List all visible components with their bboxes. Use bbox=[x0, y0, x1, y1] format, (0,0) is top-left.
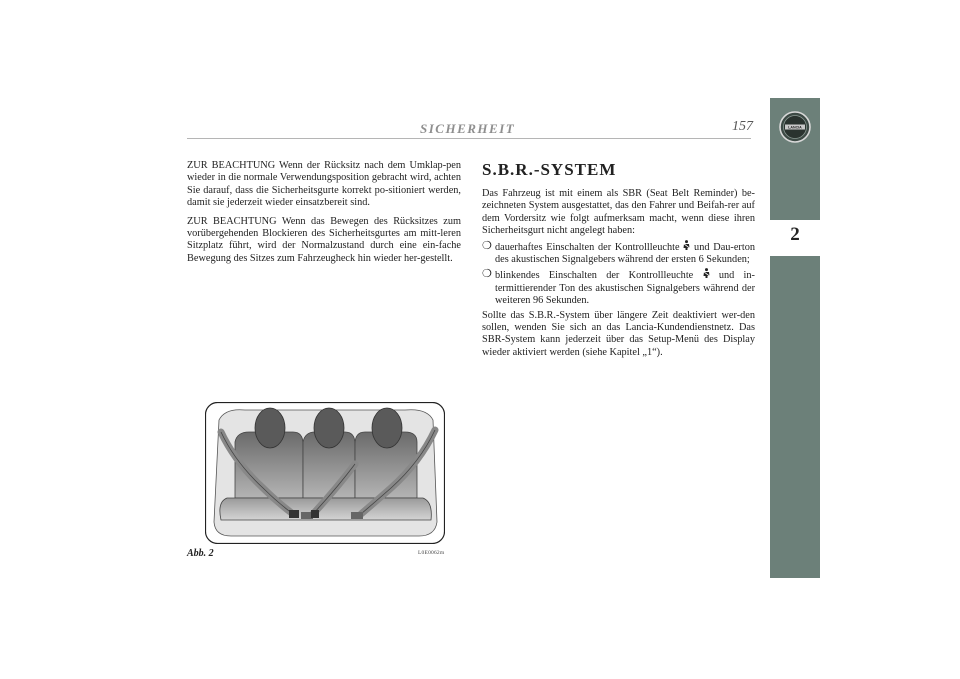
chapter-number: 2 bbox=[790, 224, 800, 245]
note-paragraph-1: ZUR BEACHTUNG Wenn der Rücksitz nach dem Umklap-pen wieder in die normale Verwendungsposition gebracht wird, achten Sie darauf, dass die Sicherheitsgurte korrekt po-sitioniert werden, damit sie jederzeit wieder einsatzbereit sind. bbox=[187, 160, 461, 209]
chapter-title: SICHERHEIT bbox=[420, 121, 516, 136]
left-column bbox=[187, 160, 461, 271]
bullet-text bbox=[495, 268, 755, 307]
bullet-text-part: blinkendes Einschalten der Kontrollleuchte bbox=[495, 270, 703, 282]
figure-caption: Abb. 2 bbox=[187, 548, 214, 559]
bullet-text-part: und in-termittierender Ton des akustischen Signalgebers während der weiteren 96 Sekunden. bbox=[495, 270, 755, 307]
chapter-sidebar bbox=[770, 98, 820, 578]
figure-code: L0E0062m bbox=[418, 550, 445, 556]
logo-text: LANCIA bbox=[788, 125, 802, 130]
bullet-marker: ❍ bbox=[482, 268, 492, 281]
closing-paragraph: Sollte das S.B.R.-System über längere Zeit deaktiviert wer-den sollen, wenden Sie sich an das Lancia-Kundendienstnetz. Das SBR-System kann jederzeit über das Setup-Menü des Display wieder aktiviert werden (siehe Kapitel „1“). bbox=[482, 309, 755, 358]
bullet-marker: ❍ bbox=[482, 239, 492, 252]
list-item bbox=[482, 240, 755, 267]
bullet-text bbox=[495, 240, 755, 267]
note-paragraph-2: ZUR BEACHTUNG Wenn das Bewegen des Rücksitzes zum vorübergehenden Blockieren des Sicherheitsgurtes am mitt-leren Sitzplatz führt, wird der Normalzustand durch eine ein-fache Bewegung des Sitzes zum Fahrzeugheck hin wieder her-gestellt. bbox=[187, 215, 461, 264]
page-number: 157 bbox=[732, 119, 753, 134]
right-column bbox=[482, 160, 755, 365]
bullet-text-part: und Dau-erton des akustischen Signalgebers während der ersten 6 Sekunden; bbox=[495, 241, 755, 266]
lancia-logo-icon bbox=[779, 111, 811, 143]
list-item bbox=[482, 268, 755, 307]
seatbelt-warning-icon bbox=[703, 268, 710, 281]
bullet-text-part: dauerhaftes Einschalten der Kontrollleuchte bbox=[495, 241, 684, 253]
section-heading: S.B.R.-SYSTEM bbox=[482, 160, 617, 179]
intro-paragraph: Das Fahrzeug ist mit einem als SBR (Seat Belt Reminder) be-zeichneten System ausgestattet, das den Fahrer und Beifah-rer auf dem Vordersitz wie folgt aufmerksam macht, wenn diese ihren Sicherheitsgurt nicht angelegt haben: bbox=[482, 188, 755, 237]
header-divider bbox=[187, 138, 751, 139]
rear-seat-belt-illustration bbox=[205, 402, 445, 544]
